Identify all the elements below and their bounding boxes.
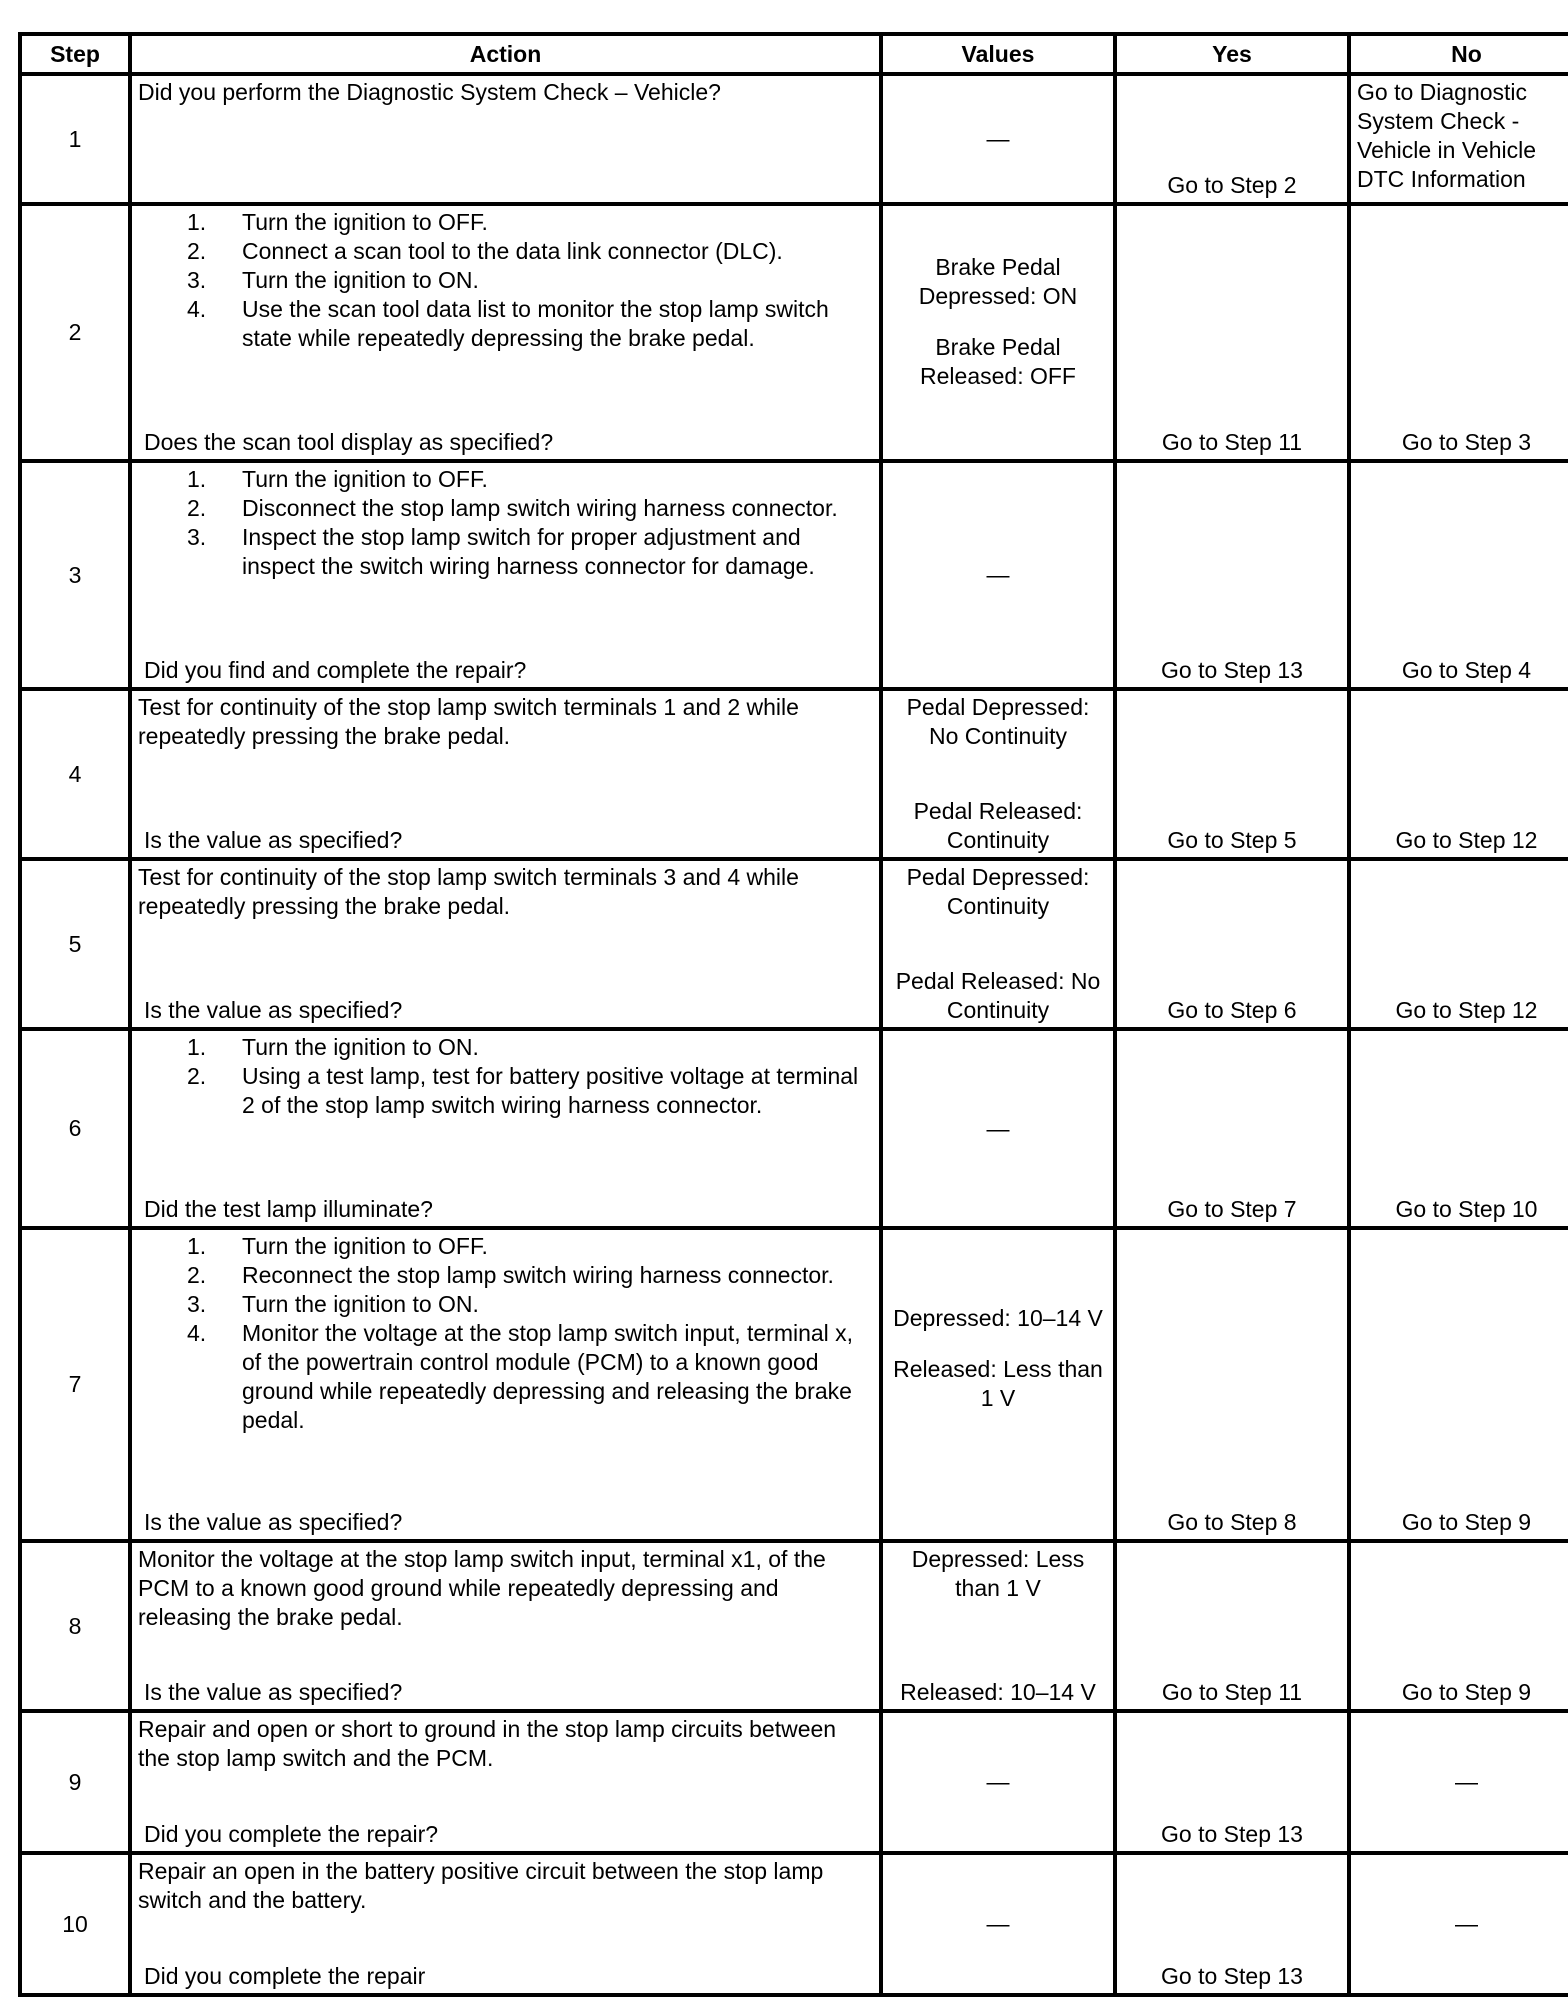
yes-cell [1115, 689, 1349, 859]
table-row [20, 1029, 1568, 1228]
action-step-item: Disconnect the stop lamp switch wiring harness connector. [242, 495, 838, 521]
yes-cell [1115, 461, 1349, 689]
empty-value-dash: — [986, 125, 1010, 152]
header-yes: Yes [1115, 34, 1349, 74]
header-row [20, 34, 1568, 74]
empty-value-dash: — [986, 1115, 1010, 1141]
no-content [1357, 1033, 1568, 1224]
no-content [1357, 465, 1568, 685]
no-cell [1349, 1711, 1568, 1853]
step-number: 9 [20, 1711, 130, 1853]
yes-content [1123, 1715, 1341, 1849]
table-row [20, 461, 1568, 689]
action-question: Is the value as specified? [144, 1679, 403, 1705]
action-content [138, 1545, 873, 1707]
yes-cell [1115, 859, 1349, 1029]
yes-action: Go to Step 13 [1161, 1963, 1303, 1989]
action-step-item: Using a test lamp, test for battery positive voltage at terminal 2 of the stop lamp switch wiring harness connector. [242, 1063, 859, 1118]
yes-cell [1115, 74, 1349, 204]
yes-action: Go to Step 8 [1167, 1509, 1297, 1535]
no-cell [1349, 461, 1568, 689]
values-cell [881, 204, 1115, 461]
step-number: 4 [20, 689, 130, 859]
yes-content [1123, 863, 1341, 1025]
action-content [138, 1232, 873, 1537]
action-text: Repair an open in the battery positive circuit between the stop lamp switch and the battery. [138, 1858, 824, 1913]
values-cell [881, 1228, 1115, 1541]
value-spec: Brake Pedal Depressed: ON [918, 254, 1078, 309]
action-steps-list [138, 465, 873, 581]
value-spec: Depressed: Less than 1 V [911, 1546, 1085, 1601]
values-content [889, 208, 1107, 457]
no-content [1357, 1715, 1568, 1849]
table-row [20, 689, 1568, 859]
action-step-item: Use the scan tool data list to monitor the stop lamp switch state while repeatedly depressing the brake pedal. [242, 296, 829, 351]
yes-action: Go to Step 11 [1161, 429, 1303, 455]
action-content [138, 465, 873, 685]
value-spec: Pedal Released: No Continuity [895, 968, 1101, 1023]
yes-cell [1115, 1711, 1349, 1853]
action-text: Monitor the voltage at the stop lamp switch input, terminal x1, of the PCM to a known good ground while repeatedly depressing and releasing the brake pedal. [138, 1546, 826, 1630]
no-content [1357, 1857, 1568, 1991]
table-row [20, 204, 1568, 461]
yes-cell [1115, 204, 1349, 461]
yes-content [1123, 1232, 1341, 1537]
table-row [20, 1228, 1568, 1541]
no-content [1357, 78, 1568, 200]
no-action: Go to Step 4 [1401, 657, 1532, 683]
yes-action: Go to Step 7 [1167, 1196, 1297, 1222]
table-row [20, 859, 1568, 1029]
action-question: Is the value as specified? [144, 1509, 403, 1535]
action-question: Did you complete the repair [144, 1963, 426, 1989]
header-values: Values [881, 34, 1115, 74]
no-content [1357, 693, 1568, 855]
no-cell [1349, 859, 1568, 1029]
action-cell [130, 204, 881, 461]
action-steps-list [138, 1232, 873, 1435]
values-cell [881, 1853, 1115, 1995]
action-cell [130, 1228, 881, 1541]
yes-action: Go to Step 6 [1167, 997, 1297, 1023]
diagnostic-table [18, 32, 1568, 1997]
yes-content [1123, 78, 1341, 200]
value-spec: Pedal Depressed: No Continuity [906, 694, 1090, 749]
action-steps-list [138, 208, 873, 353]
no-content [1357, 1232, 1568, 1537]
table-row [20, 1711, 1568, 1853]
action-question: Is the value as specified? [144, 827, 403, 853]
action-text: Test for continuity of the stop lamp switch terminals 3 and 4 while repeatedly pressing the brake pedal. [138, 864, 799, 919]
action-content [138, 78, 873, 200]
action-cell [130, 1541, 881, 1711]
yes-action: Go to Step 2 [1167, 172, 1297, 198]
action-question: Did you find and complete the repair? [144, 657, 527, 683]
yes-action: Go to Step 13 [1161, 657, 1303, 683]
action-cell [130, 1711, 881, 1853]
action-content [138, 1715, 873, 1849]
action-question: Is the value as specified? [144, 997, 403, 1023]
action-cell [130, 859, 881, 1029]
action-content [138, 1033, 873, 1224]
action-step-item: Turn the ignition to OFF. [242, 466, 488, 492]
action-step-item: Inspect the stop lamp switch for proper adjustment and inspect the switch wiring harness connector for damage. [242, 524, 815, 579]
no-action: Go to Step 12 [1395, 827, 1538, 853]
value-spec: Released: 10–14 V [900, 1679, 1096, 1705]
yes-cell [1115, 1228, 1349, 1541]
values-cell [881, 1029, 1115, 1228]
action-cell [130, 461, 881, 689]
yes-content [1123, 1857, 1341, 1991]
action-text: Test for continuity of the stop lamp switch terminals 1 and 2 while repeatedly pressing the brake pedal. [138, 694, 799, 749]
value-spec: Pedal Depressed: Continuity [906, 864, 1090, 919]
step-number: 10 [20, 1853, 130, 1995]
values-content [889, 693, 1107, 855]
values-content [889, 1715, 1107, 1849]
no-cell [1349, 1228, 1568, 1541]
step-number: 3 [20, 461, 130, 689]
action-step-item: Turn the ignition to ON. [242, 1034, 479, 1060]
values-cell [881, 859, 1115, 1029]
no-action: Go to Diagnostic System Check - Vehicle in Vehicle DTC Information [1357, 79, 1537, 192]
no-action: Go to Step 9 [1401, 1509, 1532, 1535]
value-spec: Pedal Released: Continuity [913, 798, 1083, 853]
value-spec: Depressed: 10–14 V [893, 1305, 1103, 1331]
action-text: Repair and open or short to ground in the stop lamp circuits between the stop lamp switch and the PCM. [138, 1716, 837, 1771]
action-cell [130, 1029, 881, 1228]
action-question: Did the test lamp illuminate? [144, 1196, 433, 1222]
step-number: 7 [20, 1228, 130, 1541]
yes-content [1123, 208, 1341, 457]
no-cell [1349, 1541, 1568, 1711]
action-steps-list [138, 1033, 873, 1120]
step-number: 1 [20, 74, 130, 204]
yes-action: Go to Step 11 [1161, 1679, 1303, 1705]
no-cell [1349, 689, 1568, 859]
table-row [20, 1541, 1568, 1711]
step-number: 6 [20, 1029, 130, 1228]
empty-value-dash: — [986, 1910, 1010, 1937]
empty-value-dash: — [986, 1768, 1010, 1795]
step-number: 8 [20, 1541, 130, 1711]
yes-content [1123, 693, 1341, 855]
action-cell [130, 74, 881, 204]
no-action: Go to Step 12 [1395, 997, 1538, 1023]
header-no: No [1349, 34, 1568, 74]
action-text: Did you perform the Diagnostic System Check – Vehicle? [138, 79, 721, 105]
table-row [20, 1853, 1568, 1995]
action-step-item: Turn the ignition to OFF. [242, 209, 488, 235]
values-content [889, 1232, 1107, 1537]
header-action: Action [130, 34, 881, 74]
yes-cell [1115, 1541, 1349, 1711]
values-content [889, 78, 1107, 200]
yes-content [1123, 1033, 1341, 1224]
values-content [889, 465, 1107, 685]
action-step-item: Monitor the voltage at the stop lamp switch input, terminal x, of the powertrain control module (PCM) to a known good ground while repeatedly depressing and releasing the brake pedal. [242, 1320, 854, 1433]
action-content [138, 1857, 873, 1991]
no-action: Go to Step 9 [1401, 1679, 1532, 1705]
values-cell [881, 1711, 1115, 1853]
values-cell [881, 689, 1115, 859]
values-content [889, 1033, 1107, 1224]
values-content [889, 1857, 1107, 1991]
yes-action: Go to Step 13 [1161, 1821, 1303, 1847]
no-content [1357, 863, 1568, 1025]
no-content [1357, 208, 1568, 457]
no-cell [1349, 204, 1568, 461]
values-cell [881, 1541, 1115, 1711]
action-step-item: Turn the ignition to ON. [242, 1291, 479, 1317]
no-action: Go to Step 3 [1401, 429, 1532, 455]
yes-cell [1115, 1029, 1349, 1228]
action-content [138, 208, 873, 457]
action-question: Did you complete the repair? [144, 1821, 439, 1847]
action-cell [130, 1853, 881, 1995]
action-question: Does the scan tool display as specified? [144, 429, 554, 455]
values-cell [881, 74, 1115, 204]
step-number: 5 [20, 859, 130, 1029]
action-step-item: Reconnect the stop lamp switch wiring harness connector. [242, 1262, 834, 1288]
action-content [138, 863, 873, 1025]
yes-content [1123, 1545, 1341, 1707]
yes-content [1123, 465, 1341, 685]
action-step-item: Connect a scan tool to the data link connector (DLC). [242, 238, 783, 264]
no-action-dash: — [1455, 1910, 1478, 1937]
no-cell [1349, 1853, 1568, 1995]
action-step-item: Turn the ignition to OFF. [242, 1233, 488, 1259]
yes-cell [1115, 1853, 1349, 1995]
step-number: 2 [20, 204, 130, 461]
action-content [138, 693, 873, 855]
values-content [889, 863, 1107, 1025]
action-step-item: Turn the ignition to ON. [242, 267, 479, 293]
value-spec: Released: Less than 1 V [893, 1356, 1103, 1411]
yes-action: Go to Step 5 [1167, 827, 1297, 853]
values-content [889, 1545, 1107, 1707]
values-cell [881, 461, 1115, 689]
table-row [20, 74, 1568, 204]
value-spec: Brake Pedal Released: OFF [920, 334, 1076, 389]
no-action: Go to Step 10 [1395, 1196, 1538, 1222]
no-cell [1349, 74, 1568, 204]
empty-value-dash: — [986, 561, 1010, 588]
header-step: Step [20, 34, 130, 74]
action-cell [130, 689, 881, 859]
no-action-dash: — [1455, 1768, 1478, 1795]
no-content [1357, 1545, 1568, 1707]
no-cell [1349, 1029, 1568, 1228]
